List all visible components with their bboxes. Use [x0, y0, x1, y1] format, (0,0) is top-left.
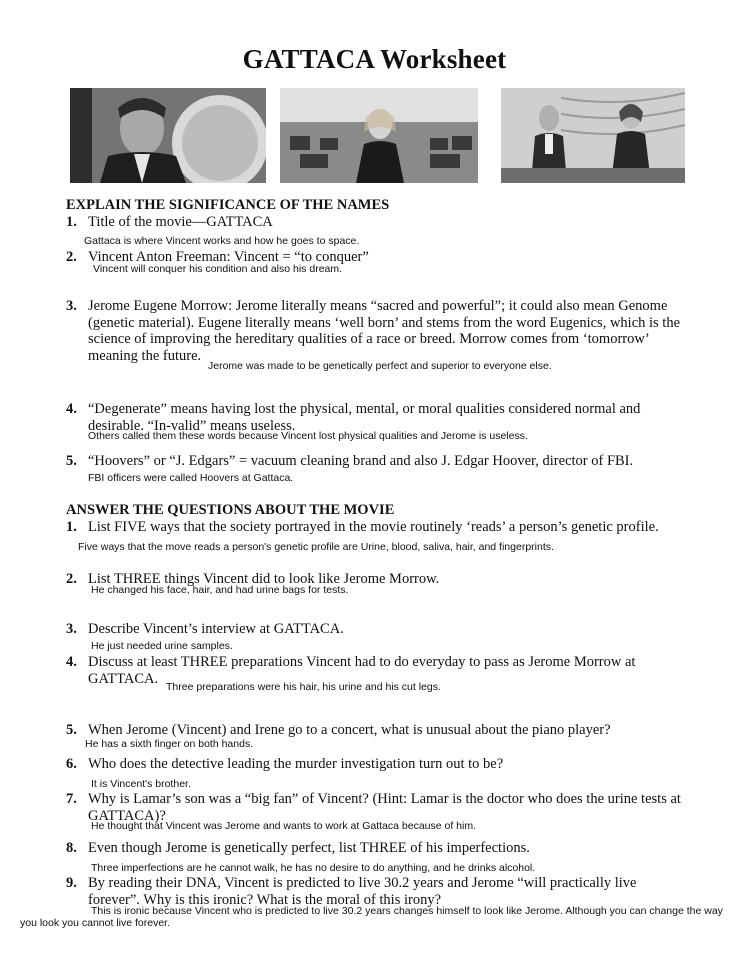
question-number: 5. — [66, 453, 77, 469]
question-text: List FIVE ways that the society portrayed in the movie routinely ‘reads’ a person’s genetic profile. — [88, 519, 659, 535]
question-number: 4. — [66, 654, 77, 670]
movie-question-3 — [66, 621, 686, 638]
section-heading-questions: ANSWER THE QUESTIONS ABOUT THE MOVIE — [66, 502, 395, 518]
question-number: 9. — [66, 875, 77, 891]
question-text: List THREE things Vincent did to look like Jerome Morrow. — [88, 571, 440, 587]
page-title: GATTACA Worksheet — [242, 44, 507, 74]
question-number: 4. — [66, 401, 77, 417]
names-question-5 — [66, 453, 686, 470]
movie-answer-9: This is ironic because Vincent who is predicted to live 30.2 years changes himself to look like Jerome. Although you can change the way you look you cannot live forever. — [20, 905, 723, 929]
movie-answer-4: Three preparations were his hair, his urine and his cut legs. — [166, 681, 441, 693]
movie-question-1 — [66, 519, 706, 536]
names-answer-5: FBI officers were called Hoovers at Gattaca. — [88, 472, 294, 484]
question-text: Who does the detective leading the murder investigation turn out to be? — [88, 756, 504, 772]
question-number: 5. — [66, 722, 77, 738]
question-text: “Hoovers” or “J. Edgars” = vacuum cleaning brand and also J. Edgar Hoover, director of FBI. — [88, 453, 634, 469]
names-answer-4: Others called them these words because Vincent lost physical qualities and Jerome is useless. — [88, 430, 528, 442]
question-number: 2. — [66, 571, 77, 587]
movie-question-9 — [66, 875, 691, 908]
question-number: 7. — [66, 791, 77, 807]
names-question-1 — [66, 214, 686, 231]
question-text: By reading their DNA, Vincent is predicted to live 30.2 years and Jerome “will practically live forever”. Why is this ironic? What is the moral of this irony? — [88, 875, 637, 908]
movie-answer-1: Five ways that the move reads a person's genetic profile are Urine, blood, saliva, hair, and fingerprints. — [78, 541, 554, 553]
question-text: Jerome Eugene Morrow: Jerome literally means “sacred and powerful”; it could also mean Genome (genetic material). Eugene literally means ‘well born’ and stems from the word Eugenics, which is the science of improving the hereditary qualities of a race or breed. Morrow comes from ‘tomorrow’ meaning the future. — [88, 298, 681, 364]
question-text: When Jerome (Vincent) and Irene go to a concert, what is unusual about the piano player? — [88, 722, 611, 738]
question-text: Vincent Anton Freeman: Vincent = “to conquer” — [88, 249, 369, 265]
question-number: 3. — [66, 621, 77, 637]
movie-answer-2: He changed his face, hair, and had urine bags for tests. — [91, 584, 349, 596]
question-text: Title of the movie—GATTACA — [88, 214, 273, 230]
section-heading-names: EXPLAIN THE SIGNIFICANCE OF THE NAMES — [66, 197, 390, 213]
question-text: “Degenerate” means having lost the physical, mental, or moral qualities considered normal and desirable. “In-valid” means useless. — [88, 401, 641, 434]
movie-question-8 — [66, 840, 686, 857]
question-number: 1. — [66, 519, 77, 535]
question-number: 3. — [66, 298, 77, 314]
movie-answer-8: Three imperfections are he cannot walk, he has no desire to do anything, and he drinks alcohol. — [91, 862, 536, 874]
two-people-seated-photo — [501, 88, 685, 183]
movie-question-6 — [66, 756, 686, 773]
question-text: Describe Vincent’s interview at GATTACA. — [88, 621, 344, 637]
question-number: 2. — [66, 249, 77, 265]
movie-answer-6: It is Vincent's brother. — [91, 778, 191, 790]
man-in-suit-photo — [70, 88, 266, 183]
movie-answer-5: He has a sixth finger on both hands. — [85, 738, 254, 750]
question-number: 6. — [66, 756, 77, 772]
names-answer-3: Jerome was made to be genetically perfect and superior to everyone else. — [208, 360, 552, 372]
names-question-3 — [66, 298, 691, 364]
movie-question-5 — [66, 722, 686, 739]
question-number: 1. — [66, 214, 77, 230]
question-text: Why is Lamar’s son was a “big fan” of Vincent? (Hint: Lamar is the doctor who does the urine tests at GATTACA)? — [88, 791, 681, 824]
names-answer-2: Vincent will conquer his condition and also his dream. — [93, 263, 343, 275]
question-number: 8. — [66, 840, 77, 856]
question-text: Discuss at least THREE preparations Vincent had to do everyday to pass as Jerome Morrow at GATTACA. — [88, 654, 636, 687]
movie-answer-7: He thought that Vincent was Jerome and wants to work at Gattaca because of him. — [91, 820, 477, 832]
names-answer-1: Gattaca is where Vincent works and how he goes to space. — [84, 235, 360, 247]
movie-answer-3: He just needed urine samples. — [91, 640, 233, 652]
woman-at-office-photo — [280, 88, 478, 183]
question-text: Even though Jerome is genetically perfect, list THREE of his imperfections. — [88, 840, 530, 856]
